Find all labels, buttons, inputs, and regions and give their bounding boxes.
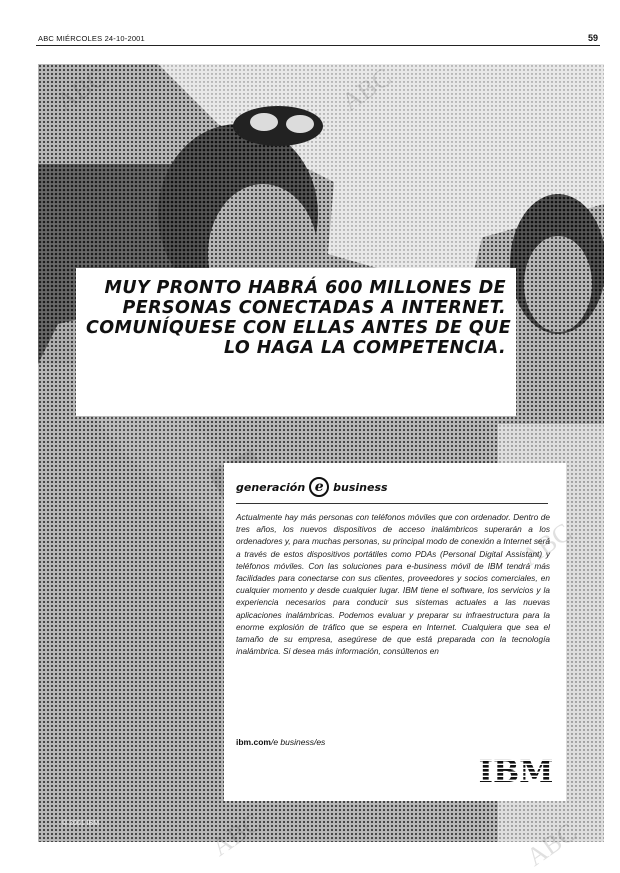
page-number: 59: [587, 33, 598, 43]
watermark: ABC: [521, 817, 582, 872]
url-domain: ibm.com: [236, 737, 271, 747]
ad-body-text: Actualmente hay más personas con teléfonos móviles que con ordenador. Dentro de tres años, los nuevos dispositivos de acceso inalámbricos superarán a los ordenadores y, para muchas personas, su principal modo de conexión a Internet será a través de estos dispositivos portátiles como PDAs (Personal Digital Assistant) y teléfonos móviles. Con las soluciones para e-business móvil de IBM tendrá más facilidades para conectarse con sus clientes, proveedores y socios comerciales, en cualquier momento y desde cualquier lugar. IBM tiene el software, los servicios y la experiencia necesarios para conducir sus sistemas actuales a las nuevas aplicaciones inalámbricas. Podemos evaluar y preparar su infraestructura para la enorme explosión de tráfico que se espera en Internet. Cualquiera que sea el tamaño de su empresa, asegúrese de que está preparada con la tecnología inalámbrica. Si desea más información, consúltenos en: [236, 512, 550, 657]
e-logo-icon: e: [309, 477, 329, 497]
e-business-brand: [236, 475, 556, 499]
ad-headline: [86, 278, 512, 358]
brand-prefix: generación: [236, 480, 306, 494]
header-rule: [36, 45, 600, 46]
url-path: /e business/es: [270, 737, 326, 747]
date-line: ABC MIÉRCOLES 24-10-2001: [38, 34, 145, 43]
headline-line: PERSONAS CONECTADAS A INTERNET.: [122, 298, 506, 318]
ad-url[interactable]: [236, 737, 325, 747]
headline-line: MUY PRONTO HABRÁ 600 MILLONES DE: [104, 278, 506, 298]
brand-divider: [236, 503, 548, 504]
copyright-credit: © 2001 IBM: [62, 820, 100, 827]
headline-line: COMUNÍQUESE CON ELLAS ANTES DE QUE: [86, 318, 512, 338]
brand-suffix: business: [333, 480, 388, 494]
ad-copy-box: [224, 463, 566, 801]
headline-line: LO HAGA LA COMPETENCIA.: [224, 338, 506, 358]
headline-band: [76, 268, 516, 416]
ibm-logo: [478, 753, 554, 787]
ibm-logo-text: IBM: [478, 754, 554, 787]
